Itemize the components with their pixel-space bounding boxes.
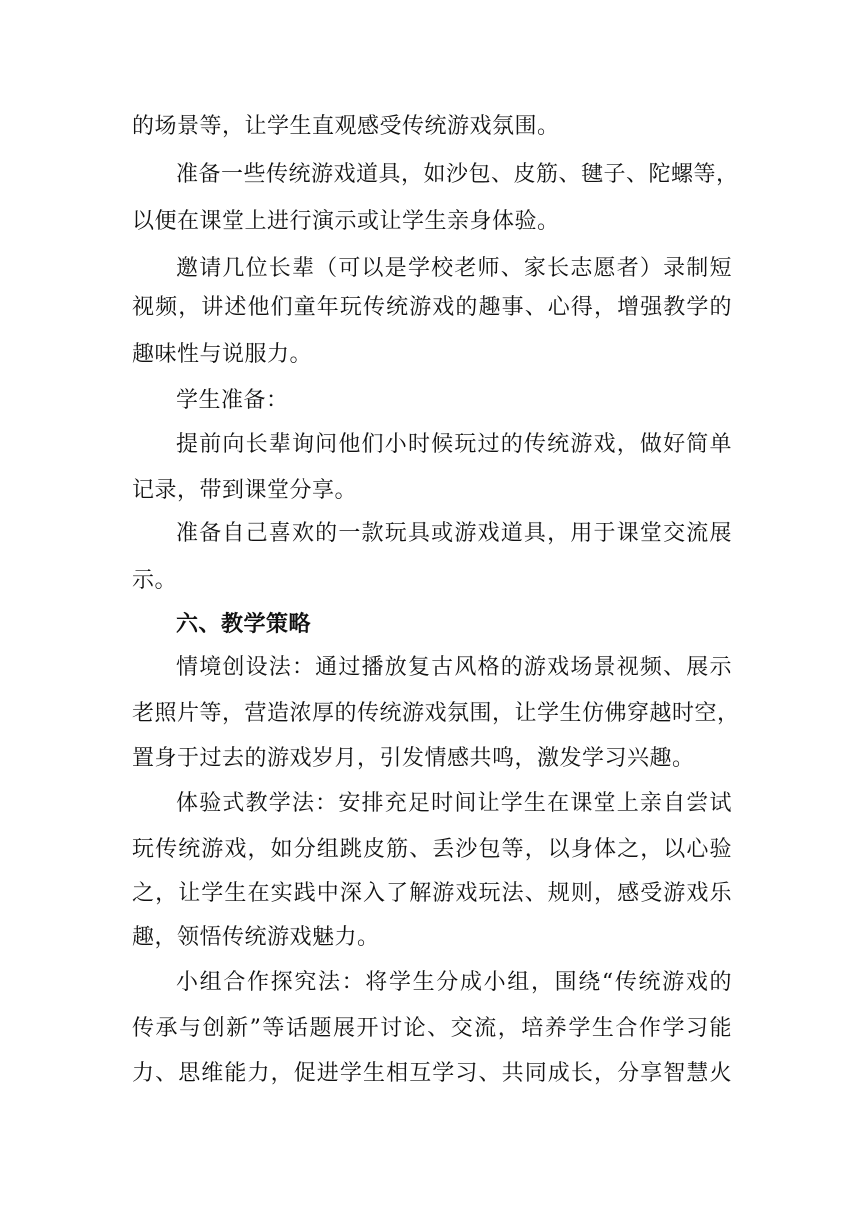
paragraph-line: 置身于过去的游戏岁月，引发情感共鸣，激发学习兴趣。 [132,746,695,771]
paragraph-line: 记录，带到课堂分享。 [132,478,358,503]
paragraph-line: 玩传统游戏，如分组跳皮筋、丢沙包等，以身体之，以心验 [132,837,732,862]
paragraph-line: 体验式教学法：安排充足时间让学生在课堂上亲自尝试 [176,791,732,816]
paragraph-line: 情境创设法：通过播放复古风格的游戏场景视频、展示 [176,655,732,680]
paragraph-line: 准备自己喜欢的一款玩具或游戏道具，用于课堂交流展 [176,521,732,546]
section-label: 学生准备： [176,388,289,413]
paragraph-line: 邀请几位长辈（可以是学校老师、家长志愿者）录制短 [176,256,732,281]
paragraph-line: 趣，领悟传统游戏魅力。 [132,925,380,950]
paragraph-line: 准备一些传统游戏道具，如沙包、皮筋、毽子、陀螺等， [176,162,739,187]
paragraph-line: 力、思维能力，促进学生相互学习、共同成长，分享智慧火 [132,1061,732,1086]
paragraph-line: 小组合作探究法：将学生分成小组，围绕“传统游戏的 [176,970,732,995]
paragraph-line: 示。 [132,568,178,593]
section-heading: 六、教学策略 [176,612,312,637]
paragraph-line: 之，让学生在实践中深入了解游戏玩法、规则，感受游戏乐 [132,881,732,906]
paragraph-line: 提前向长辈询问他们小时候玩过的传统游戏，做好简单 [176,432,732,457]
paragraph-line: 传承与创新”等话题展开讨论、交流，培养学生合作学习能 [132,1016,732,1041]
paragraph-line: 以便在课堂上进行演示或让学生亲身体验。 [132,209,560,234]
paragraph-line: 的场景等，让学生直观感受传统游戏氛围。 [132,114,560,139]
paragraph-line: 老照片等，营造浓厚的传统游戏氛围，让学生仿佛穿越时空， [132,701,740,726]
paragraph-line: 趣味性与说服力。 [132,342,313,367]
paragraph-line: 视频，讲述他们童年玩传统游戏的趣事、心得，增强教学的 [132,295,732,320]
